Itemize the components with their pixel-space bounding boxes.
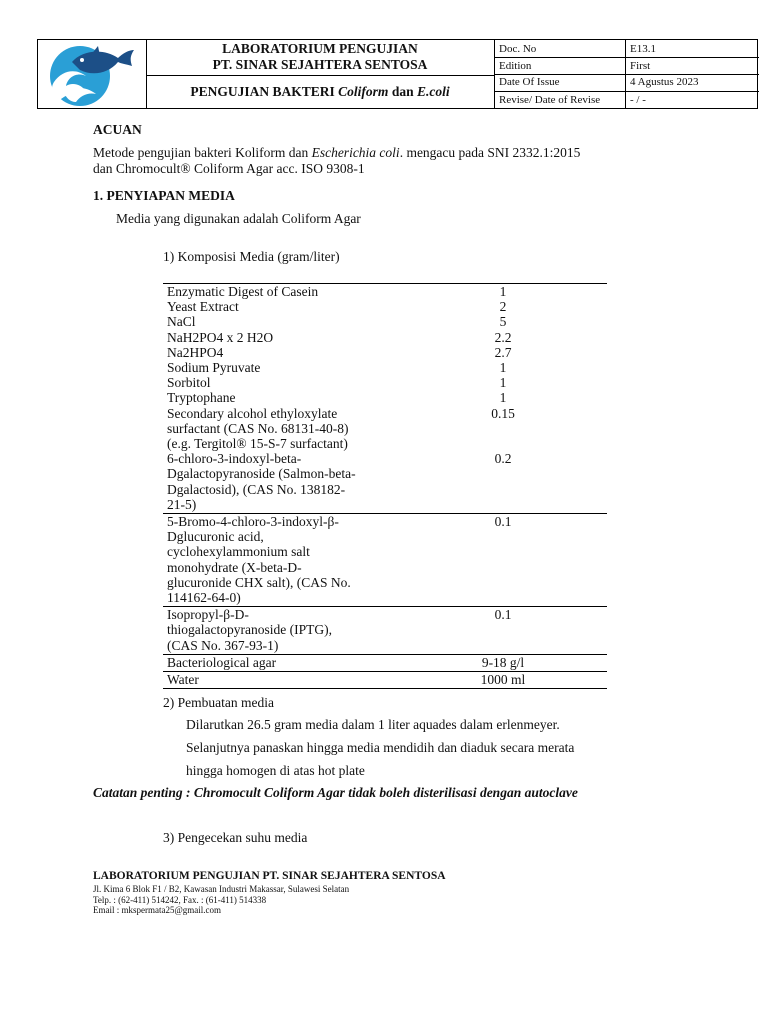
lab-name: LABORATORIUM PENGUJIAN bbox=[222, 41, 418, 56]
footer-title: LABORATORIUM PENGUJIAN PT. SINAR SEJAHTERA SENTOSA bbox=[93, 870, 446, 882]
ingredient-name: surfactant (CAS No. 68131-40-8) bbox=[167, 420, 349, 436]
ingredient-value: 1 bbox=[499, 390, 507, 406]
pembuatan-line-3: hingga homogen di atas hot plate bbox=[186, 763, 365, 778]
ingredient-name: 5-Bromo-4-chloro-3-indoxyl-β- bbox=[167, 514, 339, 529]
ingredient-name: cyclohexylammonium salt bbox=[167, 544, 310, 560]
doc-no-label: Doc. No bbox=[499, 43, 537, 55]
ingredient-name: NaCl bbox=[167, 314, 196, 330]
acuan-line-2: dan Chromocult® Coliform Agar acc. ISO 9308-1 bbox=[93, 161, 365, 176]
ingredient-name: 6-chloro-3-indoxyl-beta- bbox=[167, 451, 302, 467]
pembuatan-line-1: Dilarutkan 26.5 gram media dalam 1 liter aquades dalam erlenmeyer. bbox=[186, 717, 560, 732]
section-1-heading: 1. PENYIAPAN MEDIA bbox=[93, 188, 235, 203]
ingredient-name: Sodium Pyruvate bbox=[167, 360, 261, 375]
composition-heading: 1) Komposisi Media (gram/liter) bbox=[163, 249, 340, 264]
date-issue-label: Date Of Issue bbox=[499, 76, 560, 88]
ingredient-name: Yeast Extract bbox=[167, 299, 239, 315]
acuan-heading: ACUAN bbox=[93, 122, 142, 137]
footer-phone: Telp. : (62-411) 514242, Fax. : (61-411) 514338 bbox=[93, 895, 267, 905]
doc-no-value: E13.1 bbox=[630, 43, 656, 55]
ingredient-name: (e.g. Tergitol® 15-S-7 surfactant) bbox=[167, 436, 348, 451]
ingredient-name: thiogalactopyranoside (IPTG), bbox=[167, 622, 332, 638]
revise-label: Revise/ Date of Revise bbox=[499, 94, 601, 106]
ingredient-name: Dgalactosid), (CAS No. 138182- bbox=[167, 481, 346, 497]
edition-value: First bbox=[630, 60, 651, 72]
ingredient-value: 2 bbox=[499, 299, 507, 315]
ingredient-name: Isopropyl-β-D- bbox=[167, 607, 249, 623]
ingredient-name: NaH2PO4 x 2 H2O bbox=[167, 329, 274, 345]
ingredient-name: Na2HPO4 bbox=[167, 344, 224, 360]
test-title: PENGUJIAN BAKTERI Coliform dan E.coli bbox=[190, 84, 450, 99]
ingredient-name: monohydrate (X-beta-D- bbox=[167, 559, 302, 575]
table-rule bbox=[163, 688, 607, 689]
revise-value: - / - bbox=[630, 94, 646, 106]
ingredient-name: (CAS No. 367-93-1) bbox=[167, 637, 279, 653]
ingredient-value: 1 bbox=[499, 360, 507, 375]
ingredient-value: 1000 ml bbox=[480, 672, 526, 687]
ingredient-name: Tryptophane bbox=[167, 390, 236, 406]
ingredient-value: 0.1 bbox=[494, 607, 512, 623]
footer-address: Jl. Kima 6 Blok F1 / B2, Kawasan Industri Makassar, Sulawesi Selatan bbox=[93, 884, 350, 894]
document-header bbox=[37, 39, 758, 109]
ingredient-value: 1 bbox=[499, 375, 507, 391]
company-name: PT. SINAR SEJAHTERA SENTOSA bbox=[212, 57, 428, 72]
ingredient-value: 0.1 bbox=[494, 514, 512, 529]
ingredient-value: 9-18 g/l bbox=[481, 654, 525, 670]
pembuatan-line-2: Selanjutnya panaskan hingga media mendidih dan diaduk secara merata bbox=[186, 740, 575, 755]
section-1-intro: Media yang digunakan adalah Coliform Agar bbox=[116, 211, 361, 226]
ingredient-value: 5 bbox=[499, 314, 507, 330]
important-note: Catatan penting : Chromocult Coliform Agar tidak boleh disterilisasi dengan autoclave bbox=[93, 785, 578, 800]
footer-email: Email : mkspermata25@gmail.com bbox=[93, 905, 222, 915]
edition-label: Edition bbox=[499, 60, 532, 72]
ingredient-name: Enzymatic Digest of Casein bbox=[167, 284, 319, 299]
ingredient-value: 0.2 bbox=[494, 451, 512, 467]
header-divider bbox=[146, 75, 494, 76]
ingredient-name: Bacteriological agar bbox=[167, 654, 277, 670]
pembuatan-label: 2) Pembuatan media bbox=[163, 695, 274, 710]
acuan-line-1: Metode pengujian bakteri Koliform dan Escherichia coli. mengacu pada SNI 2332.1:2015 bbox=[93, 145, 581, 160]
company-logo bbox=[42, 42, 142, 106]
ingredient-name: Secondary alcohol ethyloxylate bbox=[167, 405, 338, 421]
ingredient-name: 114162-64-0) bbox=[167, 590, 241, 605]
ingredient-name: 21-5) bbox=[167, 496, 197, 512]
ingredient-name: Sorbitol bbox=[167, 375, 211, 391]
ingredient-value: 0.15 bbox=[491, 405, 515, 421]
ingredient-name: glucuronide CHX salt), (CAS No. bbox=[167, 574, 351, 590]
ingredient-value: 2.7 bbox=[494, 344, 512, 360]
date-issue-value: 4 Agustus 2023 bbox=[630, 76, 699, 88]
ingredient-name: Water bbox=[167, 672, 199, 687]
ingredient-name: Dgalactopyranoside (Salmon-beta- bbox=[167, 466, 356, 482]
ingredient-value: 2.2 bbox=[494, 329, 512, 345]
pengecekan-label: 3) Pengecekan suhu media bbox=[163, 830, 308, 845]
ingredient-value: 1 bbox=[499, 284, 507, 299]
ingredient-name: Dglucuronic acid, bbox=[167, 529, 264, 545]
